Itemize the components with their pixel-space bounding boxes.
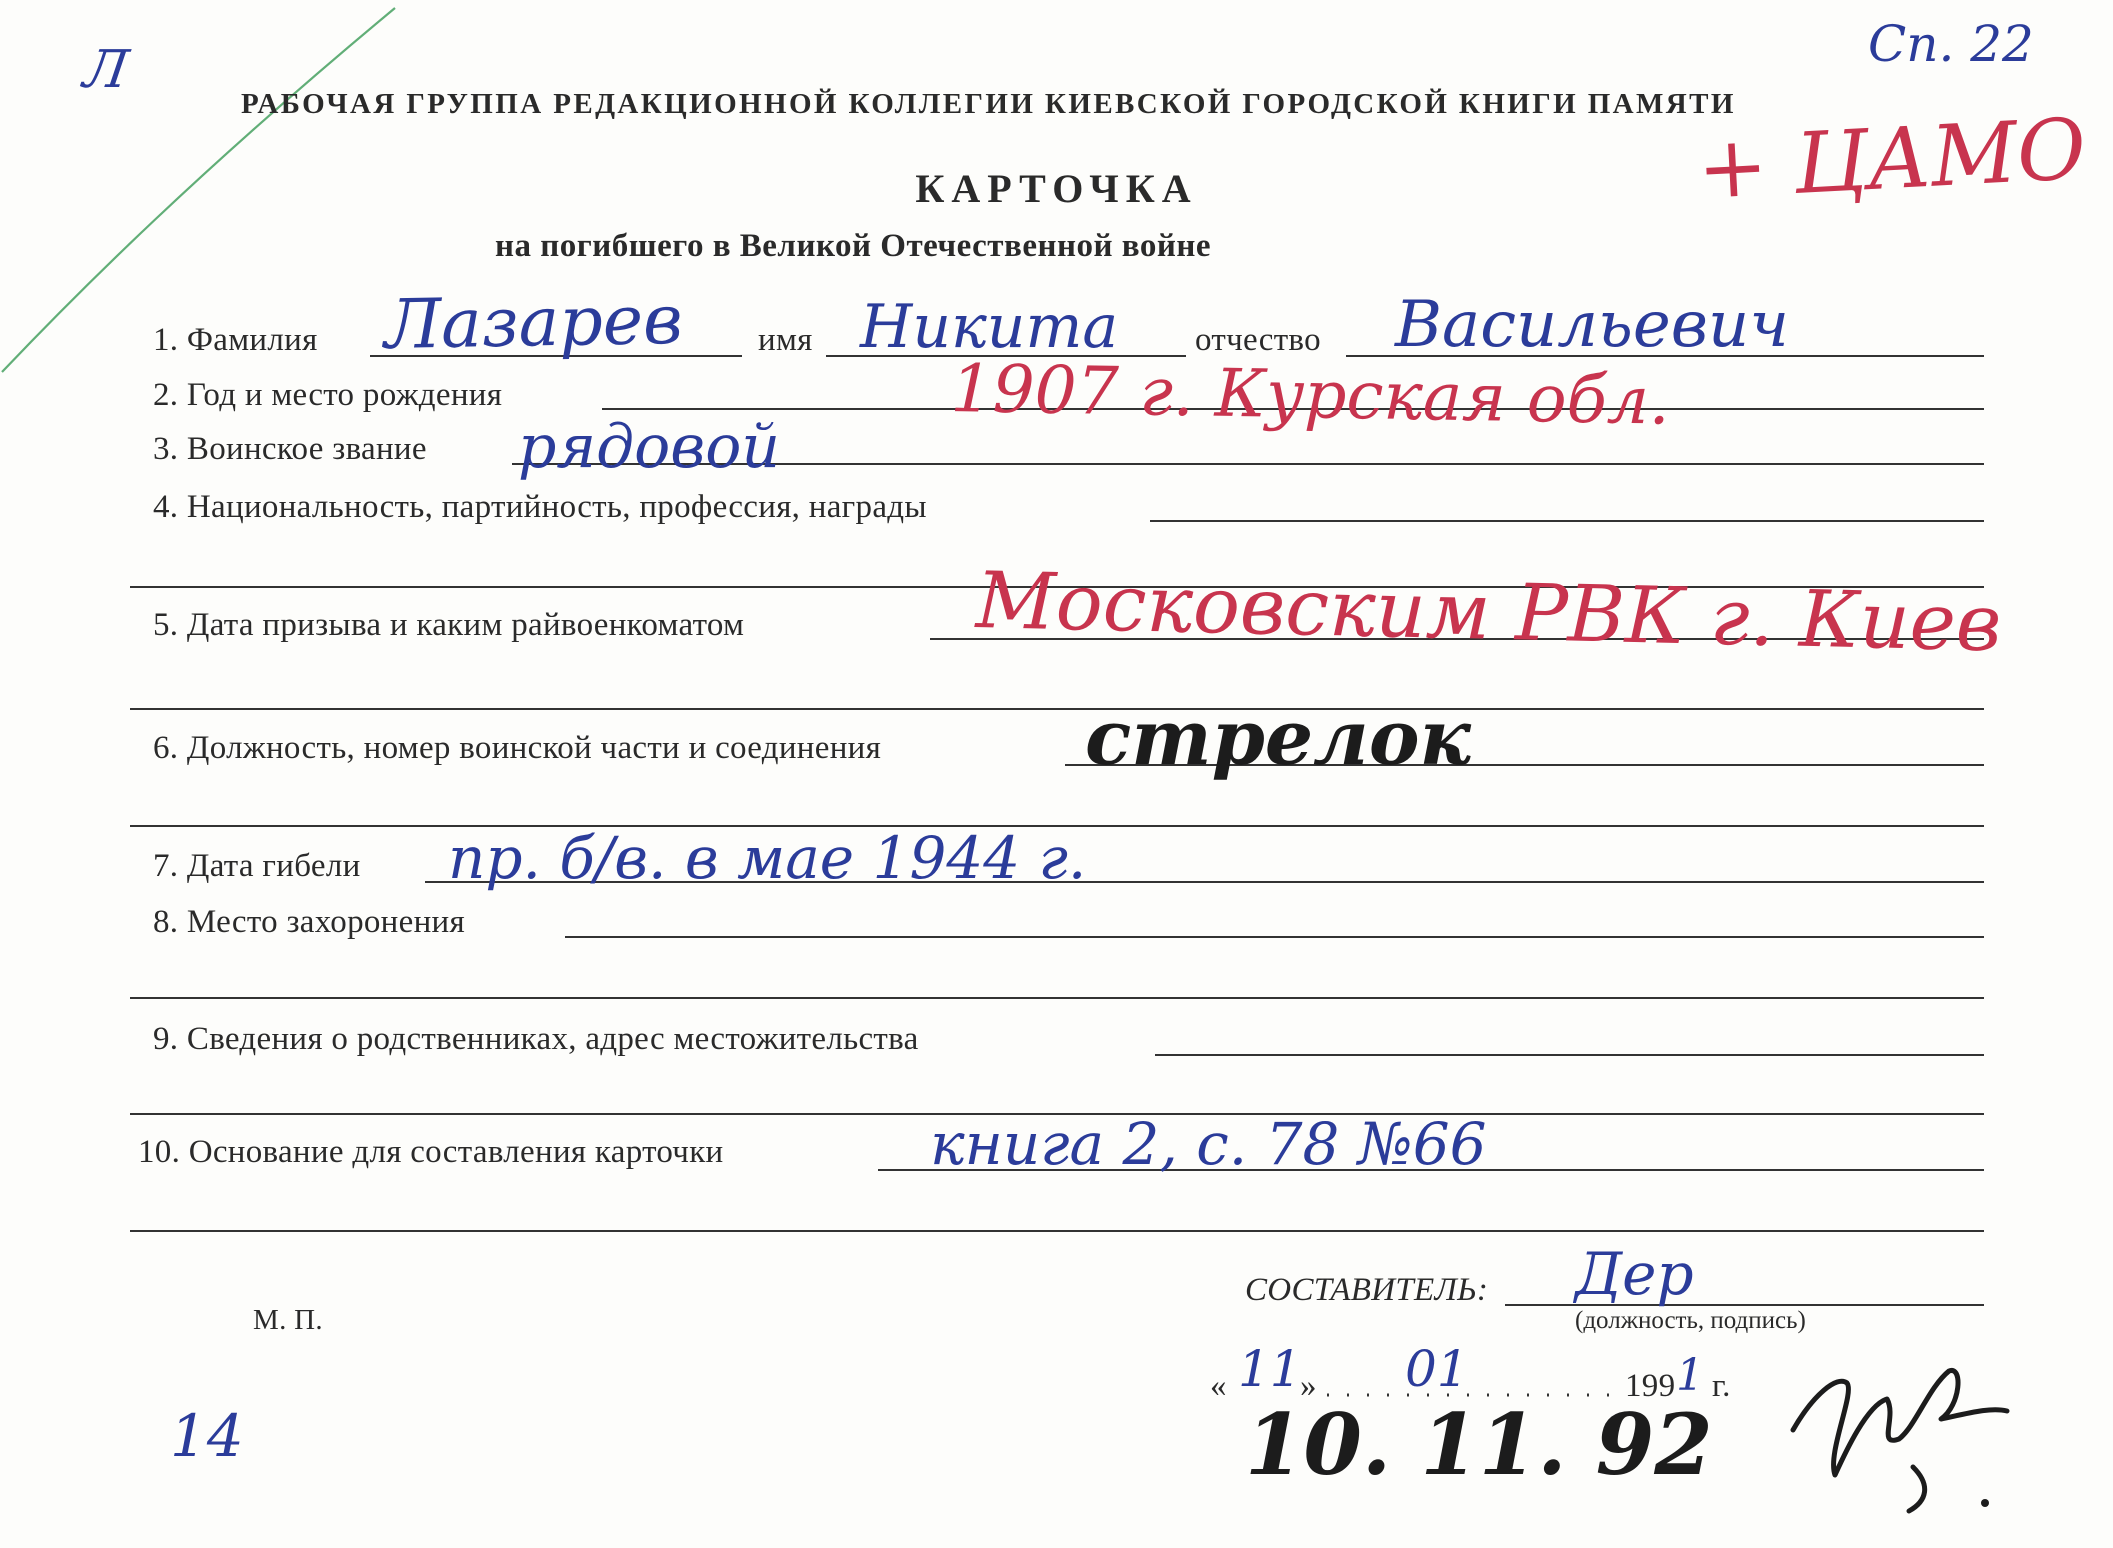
basis-value: книга 2, с. 78 №66 (930, 1110, 1487, 1178)
field-3-label: 3. Воинское звание (153, 431, 427, 467)
corner-note-left: Л (80, 40, 132, 100)
date-year-digit: 1 (1676, 1350, 1704, 1401)
compiler-signature: Дер (1575, 1240, 1694, 1308)
date-day: 11 (1238, 1340, 1302, 1398)
date-year-prefix: 199 (1625, 1368, 1676, 1404)
field-1-patronymic-label: отчество (1195, 322, 1321, 358)
death-value: пр. б/в. в мае 1944 г. (448, 824, 1087, 892)
field-2-label: 2. Год и место рождения (153, 377, 503, 413)
patronymic-value: Васильевич (1395, 288, 1789, 362)
relatives-line (1155, 1054, 1984, 1056)
date-quote-close: » (1300, 1368, 1317, 1404)
surname-value: Лазарев (383, 280, 684, 365)
draft-value: Московским РВК г. Киев (975, 556, 2003, 670)
compiler-sublabel: (должность, подпись) (1575, 1307, 1806, 1334)
field-10-label: 10. Основание для составления карточки (138, 1134, 724, 1170)
birth-value: 1907 г. Курская обл. (950, 350, 1671, 440)
archive-number: 14 (170, 1402, 244, 1470)
corner-note-right: Сп. 22 (1868, 15, 2034, 73)
signature-scribble (1785, 1335, 2015, 1525)
field-4-label: 4. Национальность, партийность, профессия, награды (153, 489, 927, 525)
field-9-label: 9. Сведения о родственниках, адрес местожительства (153, 1021, 919, 1057)
date-year-suffix: г. (1712, 1368, 1731, 1404)
burial-line-2 (130, 997, 1984, 999)
basis-line-2 (130, 1230, 1984, 1232)
card-title: КАРТОЧКА (915, 166, 1198, 211)
draft-line-2 (130, 708, 1984, 710)
nationality-line (1150, 520, 1984, 522)
card-subtitle: на погибшего в Великой Отечественной войне (495, 228, 1212, 264)
field-8-label: 8. Место захоронения (153, 904, 465, 940)
red-stamp-note: + ЦАМО (1694, 99, 2089, 218)
name-value: Никита (860, 292, 1119, 362)
field-7-label: 7. Дата гибели (153, 848, 361, 884)
field-1-label: 1. Фамилия (153, 322, 318, 358)
field-5-label: 5. Дата призыва и каким райвоенкоматом (153, 607, 745, 643)
date-month: 01 (1405, 1340, 1469, 1398)
date-quote-open: « (1210, 1368, 1227, 1404)
field-1-name-label: имя (758, 322, 813, 358)
second-date: 10. 11. 92 (1245, 1395, 1713, 1494)
burial-line (565, 936, 1984, 938)
org-heading: РАБОЧАЯ ГРУППА РЕДАКЦИОННОЙ КОЛЛЕГИИ КИЕВСКОЙ ГОРОДСКОЙ КНИГИ ПАМЯТИ (241, 88, 1736, 120)
position-value: стрелок (1085, 693, 1471, 782)
seal-place-label: М. П. (253, 1304, 323, 1336)
field-6-label: 6. Должность, номер воинской части и соединения (153, 730, 882, 766)
compiler-label: СОСТАВИТЕЛЬ: (1245, 1272, 1489, 1308)
rank-value: рядовой (518, 412, 780, 482)
